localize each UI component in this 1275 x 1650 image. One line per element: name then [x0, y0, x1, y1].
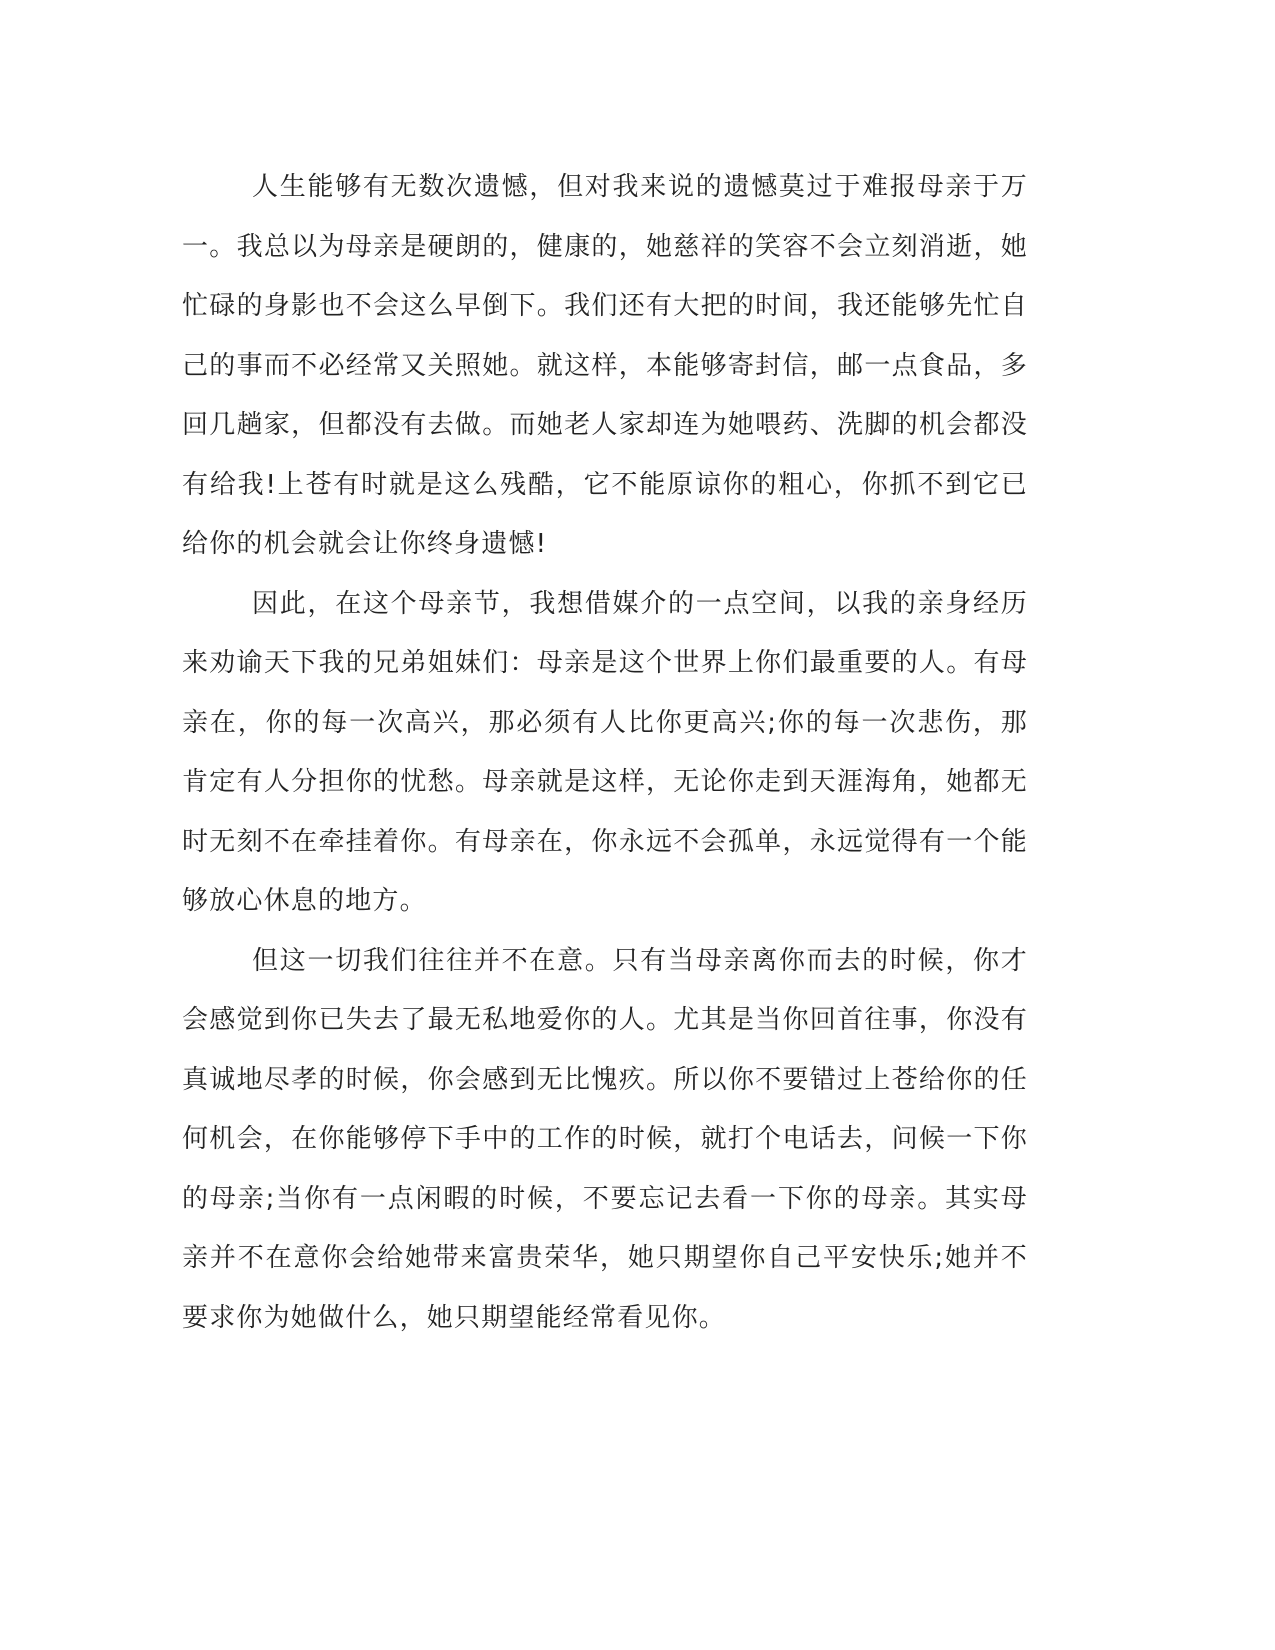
paragraph-1: 人生能够有无数次遗憾，但对我来说的遗憾莫过于难报母亲于万一。我总以为母亲是硬朗的，健康的，她慈祥的笑容不会立刻消逝，她忙碌的身影也不会这么早倒下。我们还有大把的时间，我还能够先忙自己的事而不必经常又关照她。就这样，本能够寄封信，邮一点食品，多回几趟家，但都没有去做。而她老人家却连为她喂药、洗脚的机会都没有给我!上苍有时就是这么残酷，它不能原谅你的粗心，你抓不到它已给你的机会就会让你终身遗憾!: [182, 172, 1028, 559]
paragraph-2: 因此，在这个母亲节，我想借媒介的一点空间，以我的亲身经历来劝谕天下我的兄弟姐妹们：母亲是这个世界上你们最重要的人。有母亲在，你的每一次高兴，那必须有人比你更高兴;你的每一次悲伤，那肯定有人分担你的忧愁。母亲就是这样，无论你走到天涯海角，她都无时无刻不在牵挂着你。有母亲在，你永远不会孤单，永远觉得有一个能够放心休息的地方。: [182, 588, 1028, 916]
document-body: [182, 158, 1028, 1348]
paragraph-3: 但这一切我们往往并不在意。只有当母亲离你而去的时候，你才会感觉到你已失去了最无私地爱你的人。尤其是当你回首往事，你没有真诚地尽孝的时候，你会感到无比愧疚。所以你不要错过上苍给你的任何机会，在你能够停下手中的工作的时候，就打个电话去，问候一下你的母亲;当你有一点闲暇的时候，不要忘记去看一下你的母亲。其实母亲并不在意你会给她带来富贵荣华，她只期望你自己平安快乐;她并不要求你为她做什么，她只期望能经常看见你。: [182, 945, 1028, 1333]
